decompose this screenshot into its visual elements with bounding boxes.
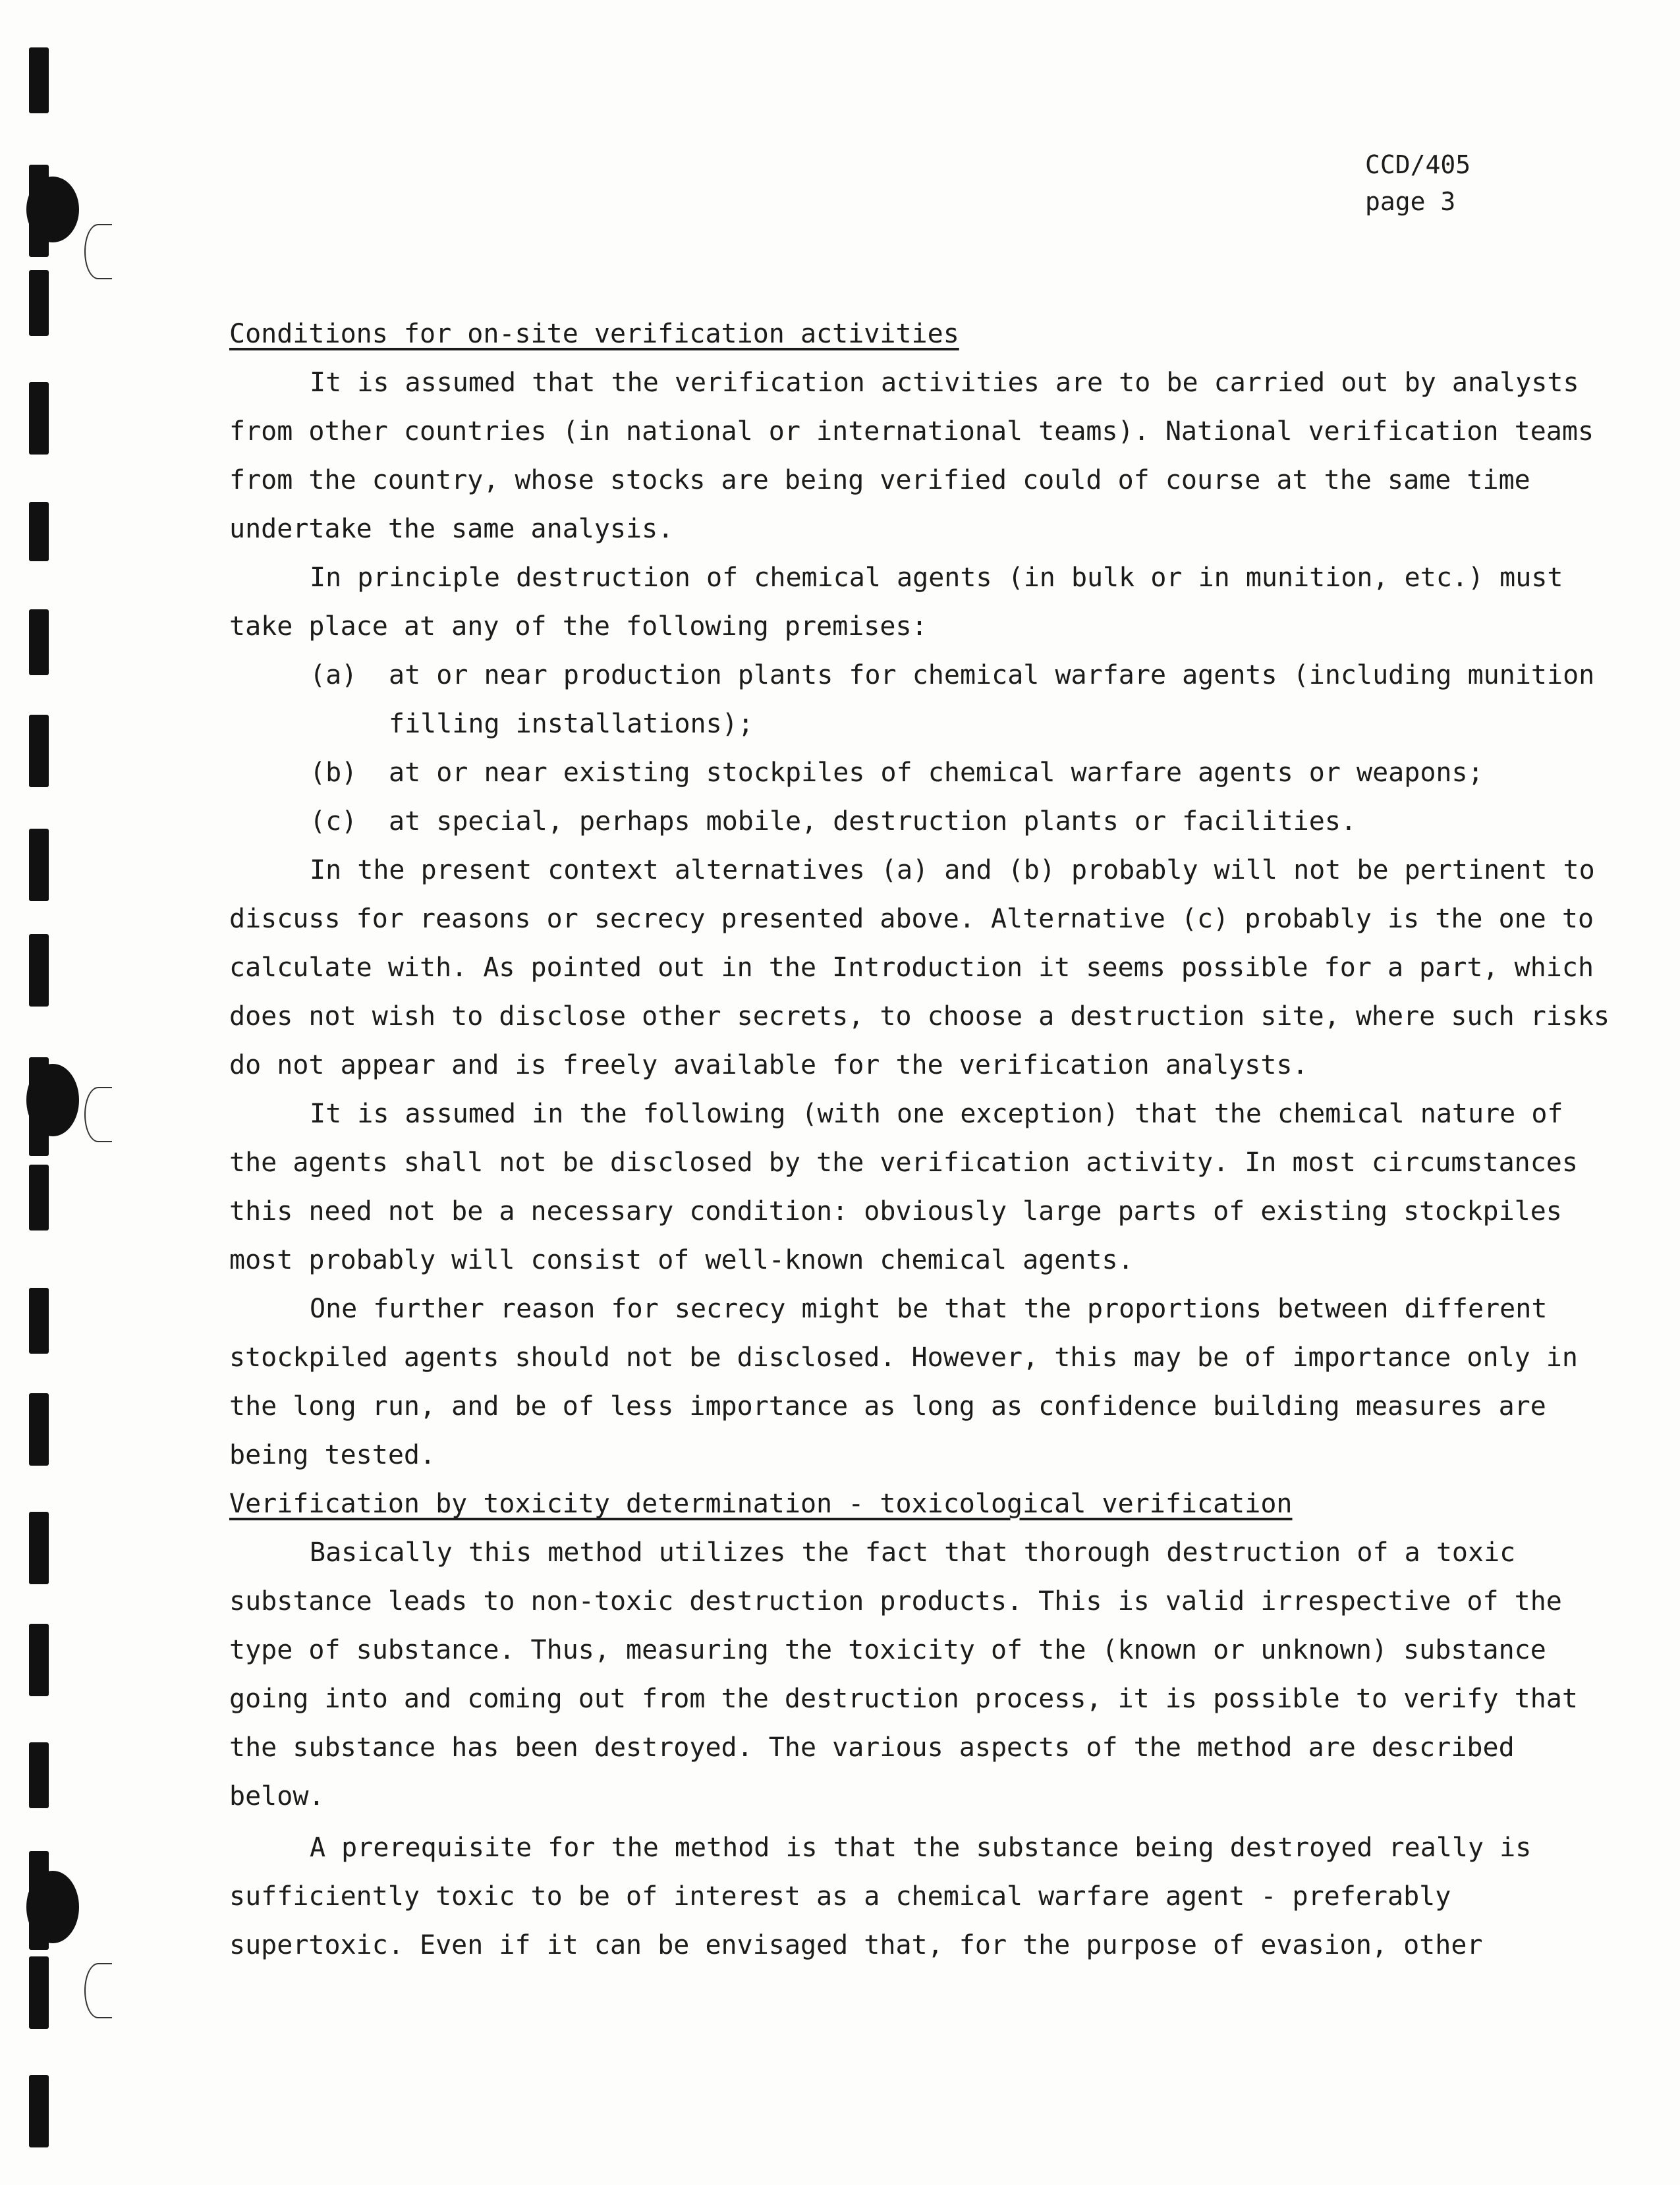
section-heading-conditions: Conditions for on-site verification activities [229, 319, 959, 349]
section-heading-toxicological: Verification by toxicity determination - toxicological verification [229, 1489, 1293, 1519]
paragraph: In the present context alternatives (a) and (b) probably will not be pertinent to discuss for reasons or secrecy presented above. Alternative (c) probably is the one to calculate with. As pointed out in the Introduction it seems possible for a part, which does not wish to disclose other secrets, to choose a destruction site, where such risks do not appear and is freely available for the verification analysts. [229, 855, 1610, 1080]
paragraph: Basically this method utilizes the fact that thorough destruction of a toxic substance leads to non-toxic destruction products. This is valid irrespective of the type of substance. Thus, measuring the toxicity of the (known or unknown) substance going into and coming out from the destruction process, it is possible to verify that the substance has been destroyed. The various aspects of the method are described below. [229, 1537, 1578, 1812]
paragraph: One further reason for secrecy might be that the proportions between different stockpiled agents should not be disclosed. However, this may be of importance only in the long run, and be of less importance as long as confidence building measures are being tested. [229, 1294, 1578, 1470]
list-item-label: (c) [310, 806, 358, 837]
page-number: page 3 [1365, 187, 1456, 216]
paragraph: It is assumed that the verification activities are to be carried out by analysts from other countries (in national or international teams). National verification teams from the country, whose stocks are being verified could of course at the same time undertake the same analysis. [229, 368, 1594, 544]
document-reference [1365, 146, 1470, 220]
document-body [229, 310, 1619, 1970]
list-item-label: (a) [310, 660, 358, 690]
list-item-text: at or near production plants for chemical warfare agents (including munition filling installations); [389, 660, 1595, 739]
list-item [229, 797, 1619, 846]
list-item-label: (b) [310, 758, 358, 788]
doc-ref: CCD/405 [1365, 150, 1471, 179]
list-item [229, 748, 1619, 797]
list-item [229, 651, 1619, 748]
paragraph: In principle destruction of chemical agents (in bulk or in munition, etc.) must take place at any of the following premises: [229, 563, 1563, 642]
list-item-text: at special, perhaps mobile, destruction plants or facilities. [389, 806, 1357, 837]
paragraph: A prerequisite for the method is that the substance being destroyed really is sufficiently toxic to be of interest as a chemical warfare agent - preferably supertoxic. Even if it can be envisaged that, for the purpose of evasion, other [229, 1833, 1532, 1960]
paragraph: It is assumed in the following (with one exception) that the chemical nature of the agents shall not be disclosed by the verification activity. In most circumstances this need not be a necessary condition: obviously large parts of existing stockpiles most probably will consist of well-known chemical agents. [229, 1099, 1578, 1275]
list-item-text: at or near existing stockpiles of chemical warfare agents or weapons; [389, 758, 1484, 788]
